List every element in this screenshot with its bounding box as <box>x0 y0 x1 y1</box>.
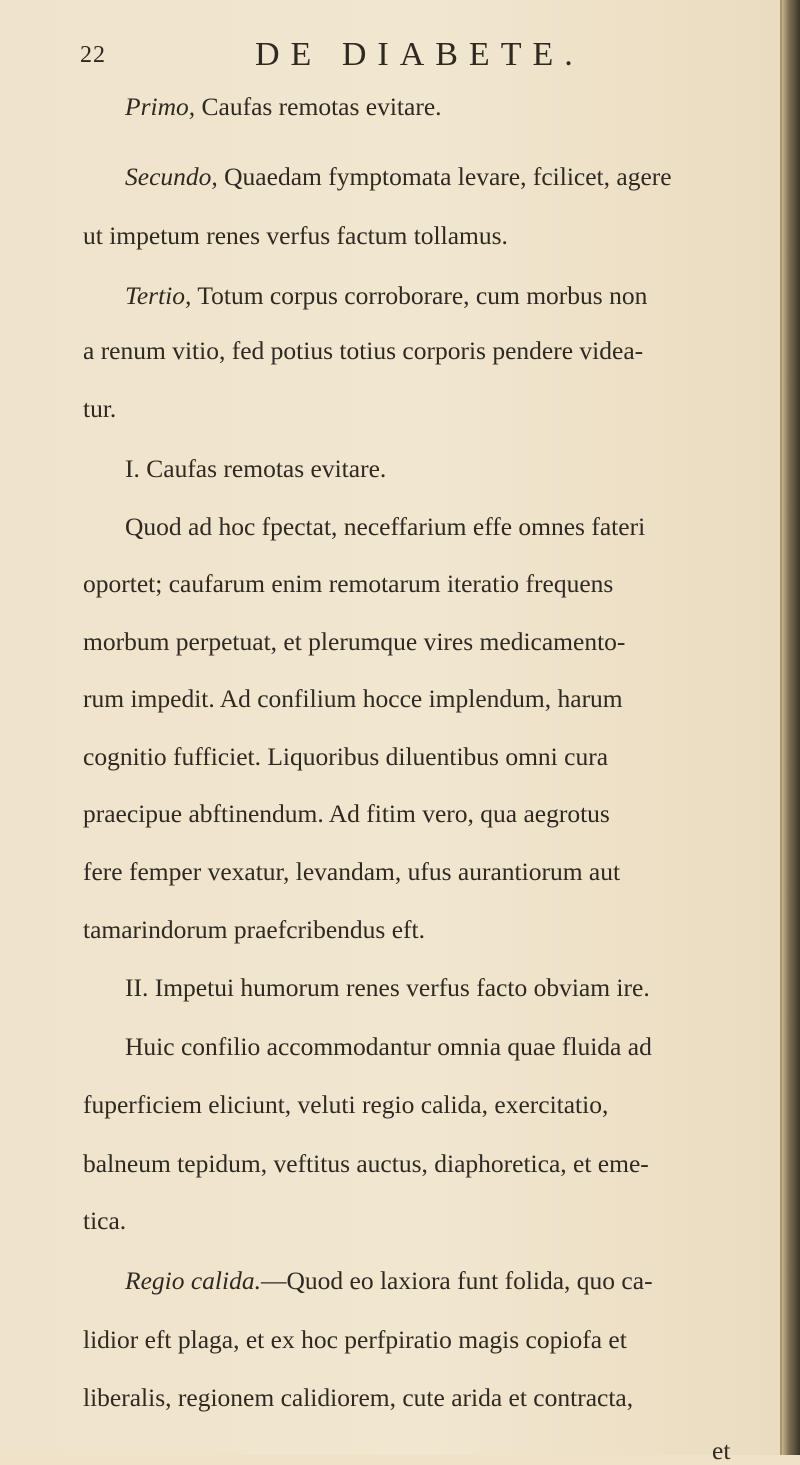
text-line: tur. <box>83 394 117 423</box>
enumeration-label: Primo, <box>125 92 196 121</box>
section-heading-1: I. Caufas remotas evitare. <box>125 454 387 483</box>
text-line: Huic confilio accommodantur omnia quae fluida ad <box>125 1032 652 1061</box>
text-line: ut impetum renes verfus factum tollamus. <box>83 221 508 250</box>
book-fore-edge <box>782 0 800 1455</box>
text-run: Totum corpus corroborare, cum morbus non <box>197 281 648 310</box>
text-line: a renum vitio, fed potius totius corporis pendere videa- <box>83 336 644 365</box>
text-line: fere femper vexatur, levandam, ufus aurantiorum aut <box>83 857 621 886</box>
text-line-secundo <box>125 164 672 190</box>
page-header <box>0 36 782 76</box>
text-line: cognitio fufficiet. Liquoribus diluentibus omni cura <box>83 742 609 771</box>
text-line: fuperficiem eliciunt, veluti regio calida, exercitatio, <box>83 1090 609 1119</box>
subsection-label: Regio calida. <box>125 1266 261 1295</box>
text-run: —Quod eo laxiora funt folida, quo ca- <box>260 1266 653 1295</box>
catchword: et <box>712 1436 731 1465</box>
text-line-primo <box>125 94 442 120</box>
text-run: Caufas remotas evitare. <box>201 92 442 121</box>
enumeration-label: Secundo, <box>125 162 218 191</box>
enumeration-label: Tertio, <box>125 281 192 310</box>
text-line: Quod ad hoc fpectat, neceffarium effe omnes fateri <box>125 512 646 541</box>
text-line: lidior eft plaga, et ex hoc perfpiratio magis copiofa et <box>83 1325 627 1354</box>
text-line: praecipue abftinendum. Ad fitim vero, qua aegrotus <box>83 799 610 828</box>
running-title: DE DIABETE. <box>255 36 584 73</box>
text-line: tamarindorum praefcribendus eft. <box>83 915 425 944</box>
text-line: oportet; caufarum enim remotarum iteratio frequens <box>83 569 614 598</box>
text-line-regio-calida <box>125 1268 653 1294</box>
text-line: rum impedit. Ad confilium hocce implendum, harum <box>83 684 623 713</box>
page-number: 22 <box>80 42 106 68</box>
text-line: liberalis, regionem calidiorem, cute arida et contracta, <box>83 1383 634 1412</box>
text-line: tica. <box>83 1206 127 1235</box>
text-run: Quaedam fymptomata levare, fcilicet, agere <box>224 162 672 191</box>
section-heading-2: II. Impetui humorum renes verfus facto obviam ire. <box>125 973 650 1002</box>
text-line: morbum perpetuat, et plerumque vires medicamento- <box>83 627 626 656</box>
text-line: balneum tepidum, veftitus auctus, diaphoretica, et eme- <box>83 1149 649 1178</box>
text-line-tertio <box>125 283 647 309</box>
